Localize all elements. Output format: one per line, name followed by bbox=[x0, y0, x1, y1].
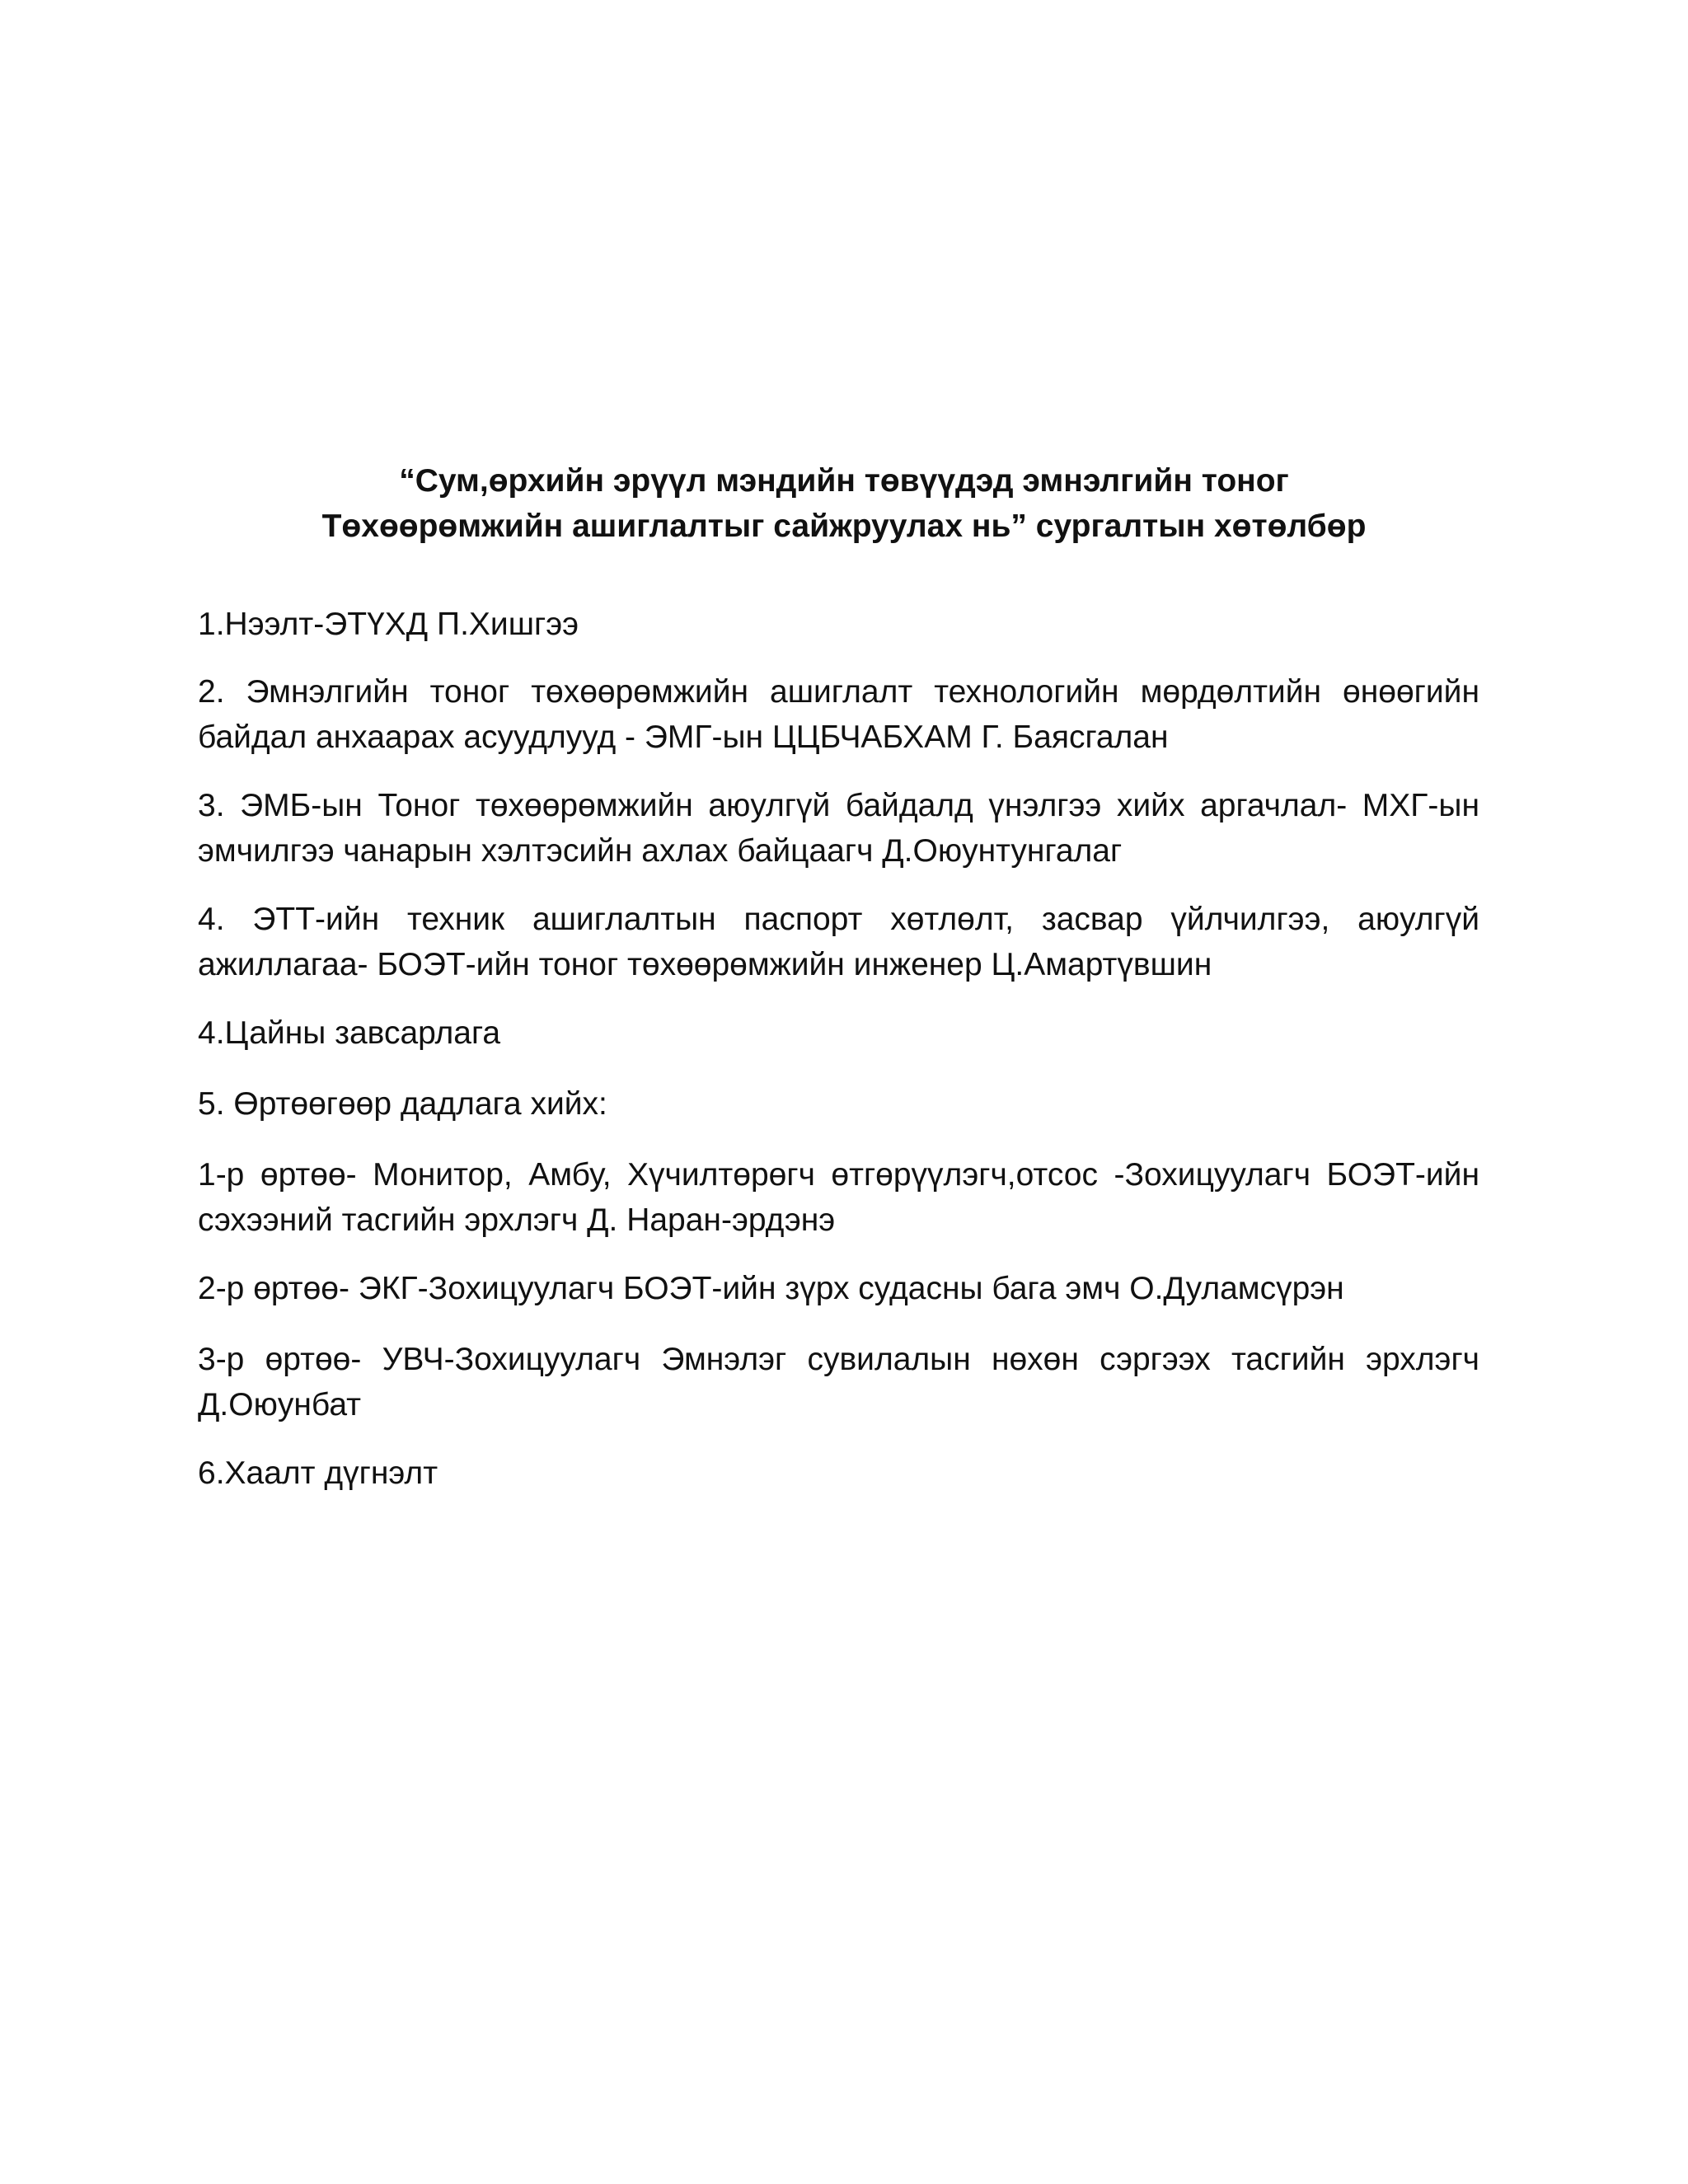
agenda-item-tea-break: 4.Цайны завсарлага bbox=[198, 1015, 501, 1051]
agenda-item-station-3: 3-р өртөө- УВЧ-Зохицуулагч Эмнэлэг сувилалын нөхөн сэргээх тасгийн эрхлэгч Д.Оюунбат bbox=[198, 1342, 1479, 1422]
agenda-item-technical-passport: 4. ЭТТ-ийн техник ашиглалтын паспорт хөтлөлт, засвар үйлчилгээ, аюулгүй ажиллагаа- БОЭТ-ийн тоног төхөөрөмжийн инженер Ц.Амартүвшин bbox=[198, 902, 1479, 982]
document-title-line-2: Төхөөрөмжийн ашиглалтыг сайжруулах нь” сургалтын хөтөлбөр bbox=[321, 509, 1367, 544]
agenda-item-opening: 1.Нээлт-ЭТҮХД П.Хишгээ bbox=[198, 607, 579, 642]
document-title-line-1: “Сум,өрхийн эрүүл мэндийн төвүүдэд эмнэлгийн тоног bbox=[399, 463, 1289, 499]
agenda-item-station-2: 2-р өртөө- ЭКГ-Зохицуулагч БОЭТ-ийн зүрх судасны бага эмч О.Дуламсүрэн bbox=[198, 1271, 1344, 1306]
agenda-item-closing: 6.Хаалт дүгнэлт bbox=[198, 1455, 438, 1491]
agenda-item-safety-assessment: 3. ЭМБ-ын Тоног төхөөрөмжийн аюулгүй байдалд үнэлгээ хийх аргачлал- МХГ-ын эмчилгээ чанарын хэлтэсийн ахлах байцаагч Д.Оюунтунгалаг bbox=[198, 788, 1479, 869]
agenda-item-station-practice: 5. Өртөөгөөр дадлага хийх: bbox=[198, 1086, 607, 1122]
agenda-item-equipment-usage: 2. Эмнэлгийн тоног төхөөрөмжийн ашиглалт технологийн мөрдөлтийн өнөөгийн байдал анхаарах асуудлууд - ЭМГ-ын ЦЦБЧАБХАМ Г. Баясгалан bbox=[198, 674, 1479, 755]
agenda-item-station-1: 1-р өртөө- Монитор, Амбу, Хүчилтөрөгч өтгөрүүлэгч,отсос -Зохицуулагч БОЭТ-ийн сэхээний тасгийн эрхлэгч Д. Наран-эрдэнэ bbox=[198, 1157, 1479, 1238]
